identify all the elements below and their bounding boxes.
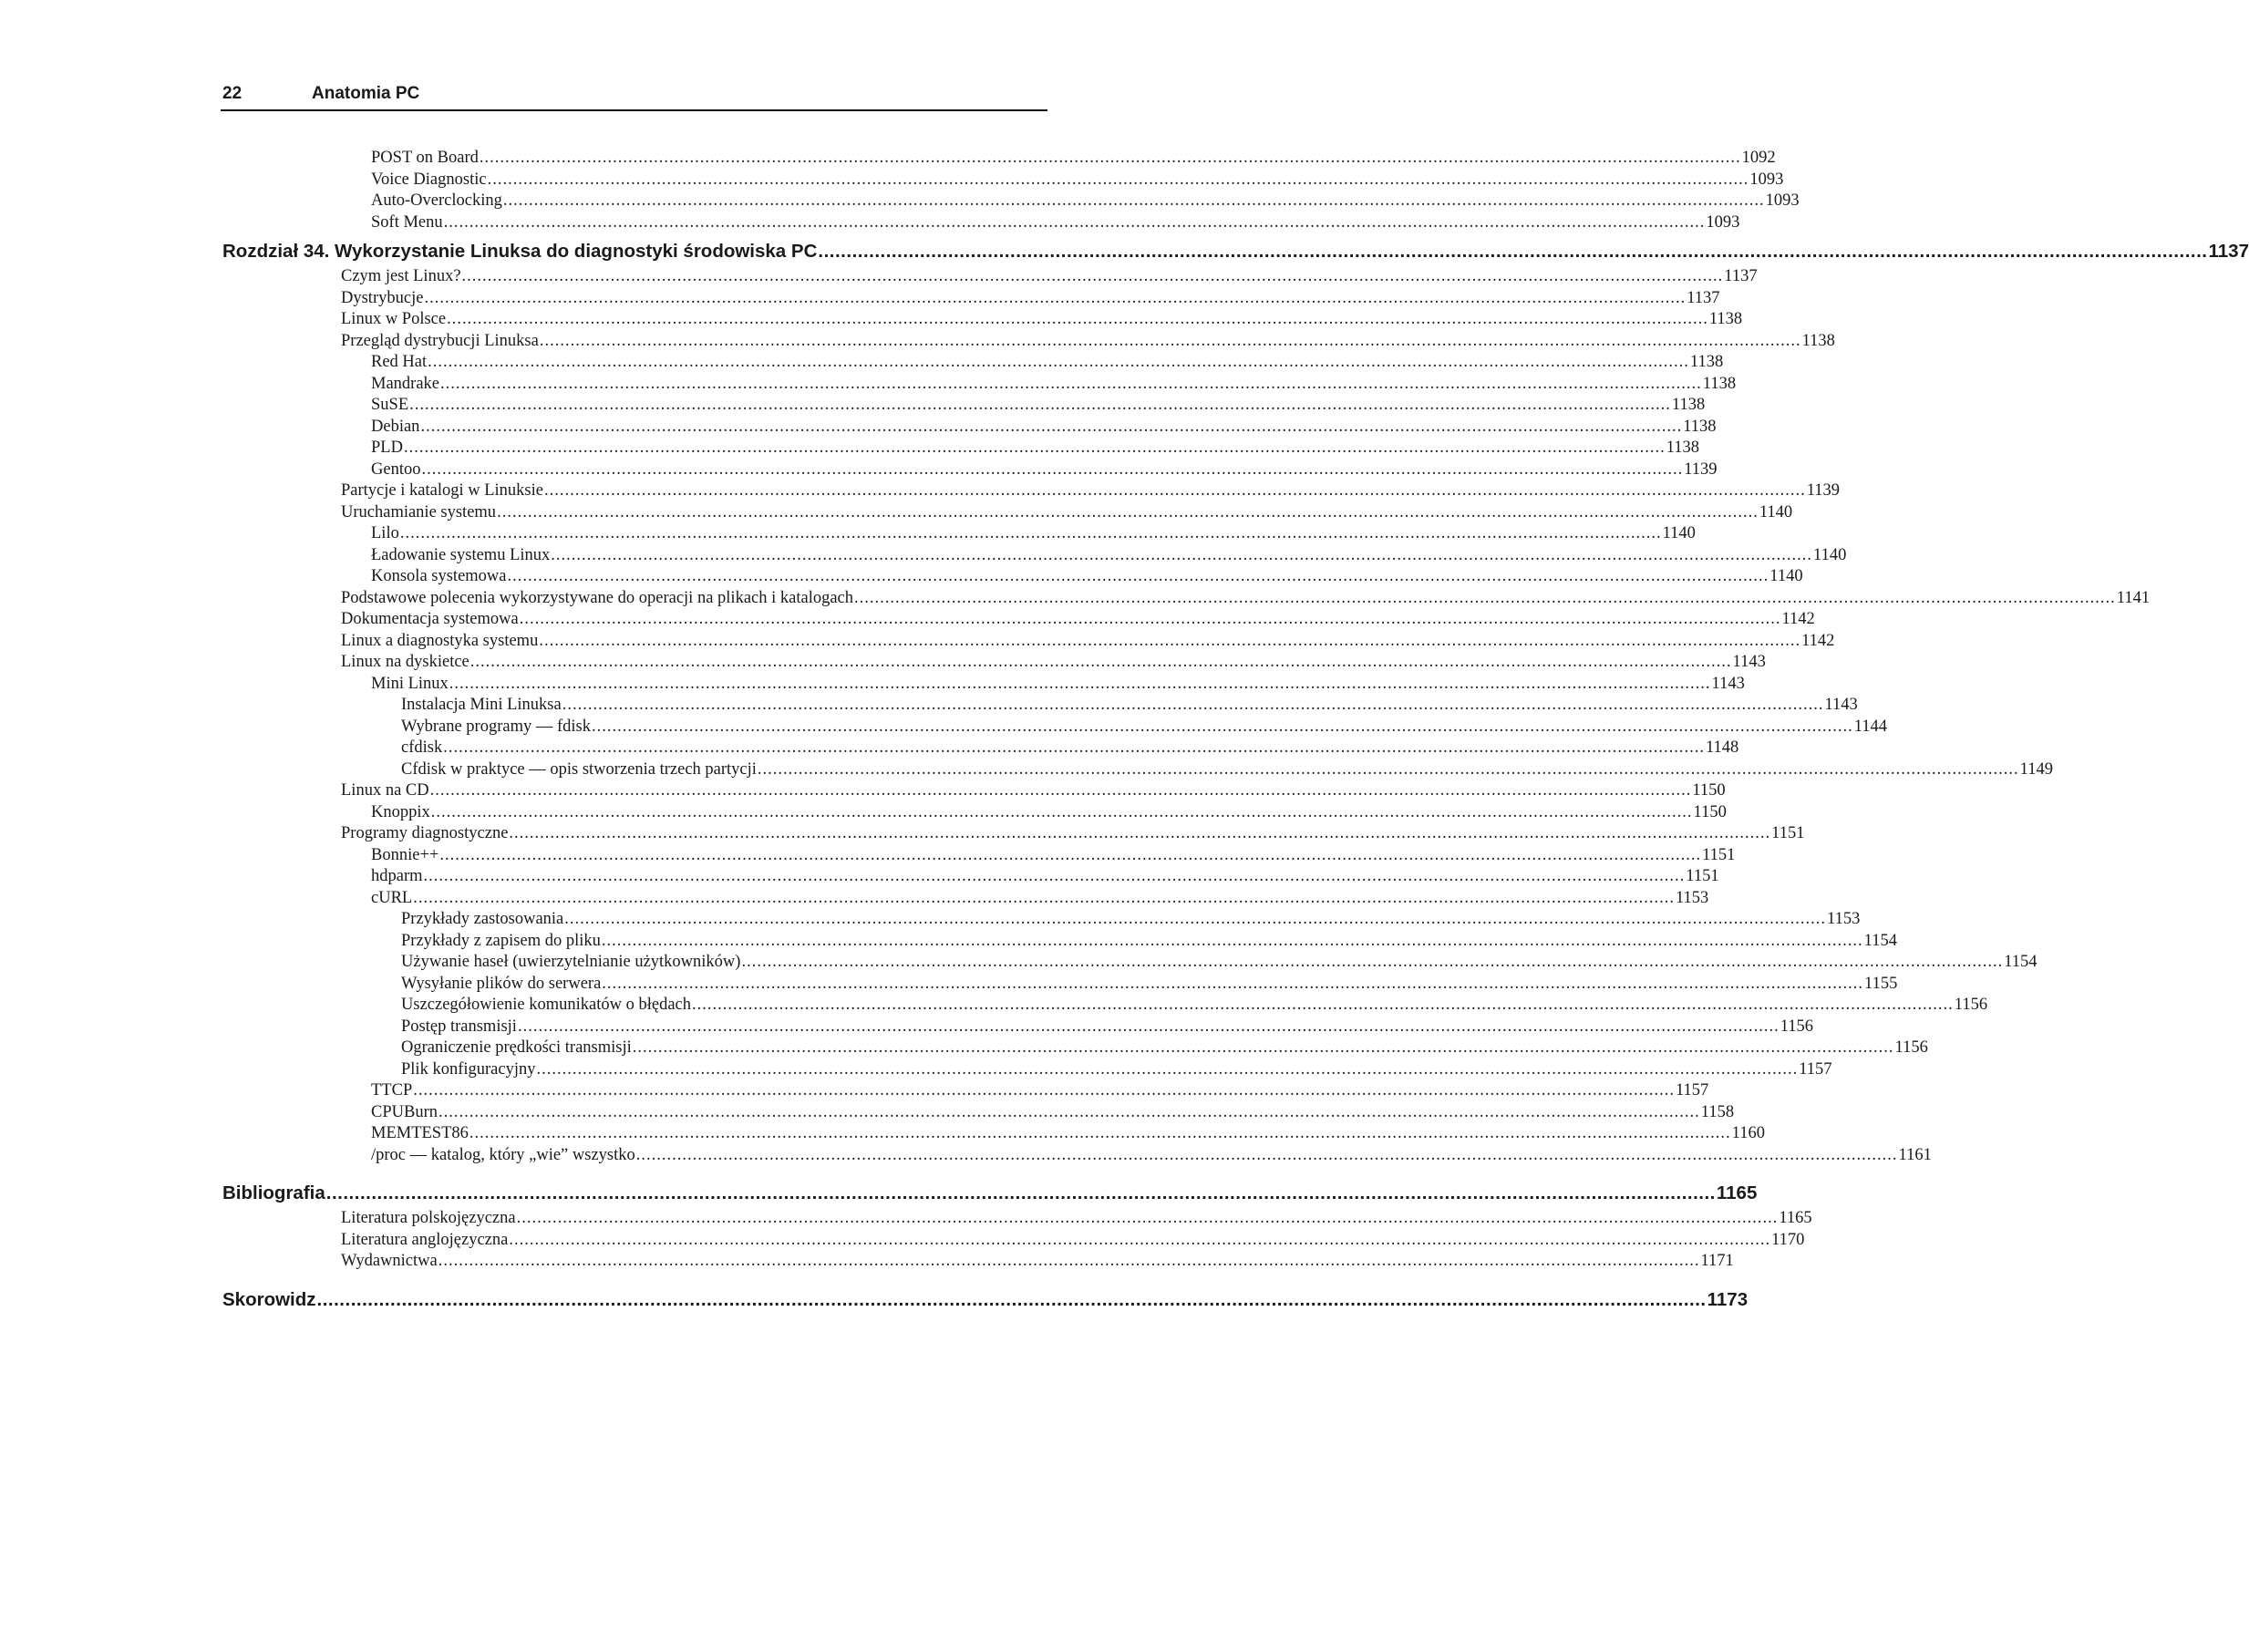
toc-leader-dots: ...................................................................................................................................................................................................................................................... — [509, 824, 1771, 842]
toc-leader-dots: ...................................................................................................................................................................................................................................................... — [591, 717, 1853, 736]
toc-entry-label: Przykłady z zapisem do pliku — [401, 931, 601, 950]
toc-entry[interactable] — [222, 674, 1745, 696]
toc-entry[interactable] — [222, 438, 1700, 459]
toc-leader-dots: ...................................................................................................................................................................................................................................................... — [430, 802, 1693, 821]
table-of-contents — [222, 148, 2249, 1315]
toc-entry[interactable] — [222, 309, 1743, 331]
toc-entry[interactable] — [222, 888, 1709, 910]
toc-entry-page: 1149 — [2019, 759, 2053, 779]
toc-entry-page: 1150 — [1693, 802, 1727, 821]
toc-leader-dots: ...................................................................................................................................................................................................................................................... — [421, 459, 1684, 479]
toc-entry-label: CPUBurn — [371, 1102, 438, 1121]
toc-entry[interactable] — [222, 1017, 1814, 1038]
toc-entry[interactable] — [222, 417, 1717, 439]
toc-leader-dots: ...................................................................................................................................................................................................................................................... — [447, 310, 1708, 328]
toc-leader-dots: ...................................................................................................................................................................................................................................................... — [409, 396, 1671, 414]
toc-entry-page: 1138 — [1689, 353, 1724, 371]
toc-entry-page: 1143 — [1732, 653, 1766, 671]
toc-entry[interactable] — [222, 802, 1727, 824]
toc-leader-dots: ...................................................................................................................................................................................................................................................... — [443, 212, 1706, 232]
toc-entry-label: Podstawowe polecenia wykorzystywane do operacji na plikach i katalogach — [341, 588, 854, 607]
toc-entry-label: Uszczegółowienie komunikatów o błędach — [401, 996, 691, 1014]
toc-entry-page: 1170 — [1771, 1230, 1805, 1249]
toc-entry-page: 1156 — [1780, 1017, 1814, 1036]
toc-entry[interactable] — [222, 566, 1803, 588]
toc-entry-label: Bonnie++ — [371, 845, 439, 864]
toc-entry-page: 1156 — [1954, 996, 1988, 1014]
toc-leader-dots: ...................................................................................................................................................................................................................................................... — [469, 653, 1732, 671]
toc-entry-label: Ładowanie systemu Linux — [371, 545, 551, 564]
toc-leader-dots: ...................................................................................................................................................................................................................................................... — [632, 1038, 1894, 1057]
toc-entry-page: 1160 — [1731, 1124, 1765, 1142]
toc-entry[interactable] — [222, 459, 1718, 481]
toc-entry-page: 1140 — [1813, 545, 1847, 564]
toc-leader-dots: ...................................................................................................................................................................................................................................................... — [449, 674, 1711, 693]
toc-entry-label: Red Hat — [371, 353, 428, 371]
toc-entry-page: 1143 — [1824, 696, 1858, 714]
toc-entry[interactable] — [222, 974, 1898, 996]
toc-entry-page: 1153 — [1675, 888, 1709, 907]
toc-entry-label: Ograniczenie prędkości transmisji — [401, 1038, 632, 1057]
toc-entry-page: 1093 — [1749, 170, 1784, 189]
toc-entry-label: Dokumentacja systemowa — [341, 610, 519, 628]
toc-entry[interactable] — [222, 1251, 1734, 1273]
toc-entry-label: Programy diagnostyczne — [341, 824, 509, 842]
toc-leader-dots: ...................................................................................................................................................................................................................................................... — [479, 149, 1741, 167]
toc-entry[interactable] — [222, 995, 1988, 1017]
toc-entry-page: 1093 — [1765, 191, 1800, 210]
toc-leader-dots: ...................................................................................................................................................................................................................................................... — [403, 439, 1666, 457]
toc-leader-dots: ...................................................................................................................................................................................................................................................... — [757, 759, 2019, 779]
toc-leader-dots: ...................................................................................................................................................................................................................................................... — [502, 191, 1765, 210]
toc-entry-label: Linux w Polsce — [341, 310, 447, 328]
toc-skorowidz[interactable] — [222, 1285, 1749, 1315]
toc-entry[interactable] — [222, 931, 1897, 953]
toc-leader-dots: ...................................................................................................................................................................................................................................................... — [429, 781, 1692, 800]
toc-chapter-label: Skorowidz — [222, 1288, 316, 1310]
toc-chapter-34[interactable] — [222, 237, 2249, 266]
toc-entry[interactable] — [222, 352, 1724, 374]
toc-group-chapter-34 — [222, 266, 2151, 1166]
toc-entry[interactable] — [222, 374, 1737, 396]
toc-leader-dots: ...................................................................................................................................................................................................................................................... — [487, 170, 1749, 189]
toc-entry-page: 1143 — [1711, 674, 1745, 693]
toc-leader-dots: ...................................................................................................................................................................................................................................................... — [564, 910, 1827, 928]
toc-entry-page: 1142 — [1801, 631, 1835, 650]
book-title: Anatomia PC — [312, 84, 420, 103]
toc-entry-page: 1092 — [1741, 149, 1776, 167]
toc-entry-page: 1138 — [1683, 417, 1717, 436]
toc-entry-label: Linux na dyskietce — [341, 653, 469, 671]
toc-entry-page: 1154 — [1863, 931, 1897, 950]
toc-entry-page: 1157 — [1675, 1081, 1709, 1100]
toc-leader-dots: ...................................................................................................................................................................................................................................................... — [692, 996, 1954, 1014]
toc-leader-dots: ...................................................................................................................................................................................................................................................... — [519, 610, 1781, 628]
toc-entry-page: 1140 — [1769, 567, 1803, 585]
toc-leader-dots: ...................................................................................................................................................................................................................................................... — [818, 241, 2208, 262]
toc-entry-page: 1154 — [2004, 953, 2038, 971]
toc-entry-label: Linux a diagnostyka systemu — [341, 631, 539, 650]
toc-entry-page: 1138 — [1666, 439, 1700, 457]
toc-entry[interactable] — [222, 480, 1841, 502]
toc-entry-label: Knoppix — [371, 802, 430, 821]
toc-entry-label: hdparm — [371, 867, 423, 885]
toc-entry-page: 1140 — [1759, 502, 1793, 521]
toc-entry[interactable] — [222, 1102, 1735, 1124]
toc-entry-label: Voice Diagnostic — [371, 170, 487, 189]
toc-entry[interactable] — [222, 588, 2151, 610]
toc-entry-label: TTCP — [371, 1081, 413, 1100]
toc-entry-label: Przegląd dystrybucji Linuksa — [341, 331, 539, 350]
toc-entry[interactable] — [222, 1230, 1805, 1252]
toc-entry-label: Czym jest Linux? — [341, 267, 461, 285]
toc-leader-dots: ...................................................................................................................................................................................................................................................... — [539, 631, 1801, 650]
toc-entry[interactable] — [222, 845, 1736, 867]
toc-leader-dots: ...................................................................................................................................................................................................................................................... — [443, 738, 1705, 757]
toc-entry-label: Auto-Overclocking — [371, 191, 502, 210]
toc-leader-dots: ...................................................................................................................................................................................................................................................... — [602, 974, 1864, 993]
toc-entry[interactable] — [222, 952, 2038, 974]
toc-entry[interactable] — [222, 695, 1858, 717]
toc-leader-dots: ...................................................................................................................................................................................................................................................... — [423, 867, 1686, 885]
toc-entry-label: Literatura polskojęzyczna — [341, 1209, 516, 1227]
toc-entry[interactable] — [222, 395, 1706, 417]
toc-entry-page: 1138 — [1702, 374, 1737, 393]
toc-leader-dots: ...................................................................................................................................................................................................................................................... — [420, 417, 1683, 436]
running-header — [221, 82, 1047, 111]
toc-entry-page: 1138 — [1801, 331, 1835, 350]
toc-entry[interactable] — [222, 212, 1740, 234]
toc-leader-dots: ...................................................................................................................................................................................................................................................... — [509, 1230, 1771, 1249]
toc-leader-dots: ...................................................................................................................................................................................................................................................... — [507, 567, 1769, 585]
toc-entry[interactable] — [222, 780, 1726, 802]
toc-entry-page: 1150 — [1692, 781, 1726, 800]
toc-entry-page: 1139 — [1806, 481, 1841, 500]
toc-leader-dots: ...................................................................................................................................................................................................................................................... — [497, 502, 1759, 521]
toc-entry[interactable] — [222, 148, 1776, 170]
toc-entry-label: Lilo — [371, 524, 399, 542]
toc-entry-label: Soft Menu — [371, 212, 443, 232]
toc-leader-dots: ...................................................................................................................................................................................................................................................... — [438, 1252, 1700, 1270]
toc-entry[interactable] — [222, 523, 1696, 545]
toc-entry-label: MEMTEST86 — [371, 1124, 469, 1142]
toc-leader-dots: ...................................................................................................................................................................................................................................................... — [562, 696, 1824, 714]
toc-chapter-label: Bibliografia — [222, 1182, 325, 1203]
toc-entry[interactable] — [222, 909, 1861, 931]
toc-leader-dots: ...................................................................................................................................................................................................................................................... — [551, 545, 1813, 564]
toc-entry[interactable] — [222, 331, 1835, 353]
toc-entry[interactable] — [222, 652, 1766, 674]
toc-chapter-page: 1165 — [1716, 1182, 1758, 1203]
toc-bibliografia[interactable] — [222, 1179, 1758, 1208]
toc-entry-page: 1138 — [1708, 310, 1743, 328]
toc-entry-page: 1158 — [1700, 1102, 1735, 1121]
toc-leader-dots: ...................................................................................................................................................................................................................................................... — [438, 1102, 1700, 1121]
toc-entry-page: 1140 — [1662, 524, 1696, 542]
toc-entry[interactable] — [222, 1145, 1932, 1167]
toc-chapter-page: 1173 — [1707, 1288, 1749, 1310]
toc-group-chapter-33-tail — [222, 148, 1800, 233]
toc-leader-dots: ...................................................................................................................................................................................................................................................... — [543, 481, 1806, 500]
toc-entry-label: Wysyłanie plików do serwera — [401, 974, 602, 993]
toc-entry-label: POST on Board — [371, 149, 479, 167]
toc-entry-label: Uruchamianie systemu — [341, 502, 497, 521]
toc-leader-dots: ...................................................................................................................................................................................................................................................... — [399, 524, 1662, 542]
toc-entry-page: 1157 — [1799, 1059, 1832, 1079]
toc-entry-page: 1137 — [1687, 288, 1720, 307]
toc-leader-dots: ...................................................................................................................................................................................................................................................... — [601, 931, 1863, 950]
toc-entry-page: 1148 — [1705, 738, 1739, 757]
toc-leader-dots: ...................................................................................................................................................................................................................................................... — [316, 1288, 1707, 1310]
toc-entry[interactable] — [222, 717, 1888, 738]
toc-entry-label: PLD — [371, 439, 403, 457]
toc-entry-label: Dystrybucje — [341, 288, 424, 307]
toc-entry[interactable] — [222, 288, 1720, 310]
toc-entry-label: Cfdisk w praktyce — opis stworzenia trzech partycji — [401, 759, 757, 779]
toc-leader-dots: ...................................................................................................................................................................................................................................................... — [517, 1017, 1780, 1036]
toc-entry[interactable] — [222, 502, 1793, 524]
toc-leader-dots: ...................................................................................................................................................................................................................................................... — [428, 353, 1689, 371]
toc-entry-page: 1141 — [2116, 588, 2151, 607]
toc-entry[interactable] — [222, 545, 1847, 567]
toc-entry[interactable] — [222, 170, 1784, 191]
toc-entry-label: Linux na CD — [341, 781, 429, 800]
toc-chapter-label: Rozdział 34. Wykorzystanie Linuksa do diagnostyki środowiska PC — [222, 241, 818, 262]
toc-entry-label: Postęp transmisji — [401, 1017, 517, 1036]
toc-entry[interactable] — [222, 266, 1758, 288]
toc-chapter-page: 1137 — [2208, 241, 2249, 262]
toc-entry-page: 1137 — [1724, 267, 1758, 285]
toc-leader-dots: ...................................................................................................................................................................................................................................................... — [440, 374, 1702, 393]
toc-entry-page: 1156 — [1894, 1038, 1928, 1057]
toc-entry-page: 1153 — [1827, 910, 1861, 928]
toc-entry-page: 1165 — [1779, 1209, 1812, 1227]
toc-entry-page: 1171 — [1700, 1252, 1734, 1270]
toc-leader-dots: ...................................................................................................................................................................................................................................................... — [413, 1081, 1675, 1100]
toc-entry-page: 1138 — [1671, 396, 1706, 414]
toc-entry-label: Wydawnictwa — [341, 1252, 438, 1270]
toc-entry[interactable] — [222, 1038, 1928, 1059]
toc-entry-page: 1155 — [1864, 974, 1898, 993]
toc-entry[interactable] — [222, 1208, 1812, 1230]
toc-entry-label: Plik konfiguracyjny — [401, 1059, 536, 1079]
toc-leader-dots: ...................................................................................................................................................................................................................................................... — [635, 1145, 1898, 1164]
page-number: 22 — [222, 84, 242, 103]
toc-entry[interactable] — [222, 1080, 1709, 1102]
toc-entry-page: 1139 — [1684, 459, 1718, 479]
toc-entry-page: 1093 — [1706, 212, 1740, 232]
toc-leader-dots: ...................................................................................................................................................................................................................................................... — [536, 1059, 1799, 1079]
toc-leader-dots: ...................................................................................................................................................................................................................................................... — [539, 331, 1801, 350]
toc-entry[interactable] — [222, 759, 2053, 781]
toc-entry-page: 1142 — [1781, 610, 1815, 628]
toc-entry-label: Konsola systemowa — [371, 567, 507, 585]
toc-entry-label: Instalacja Mini Linuksa — [401, 696, 562, 714]
toc-entry[interactable] — [222, 191, 1800, 212]
toc-entry-label: Debian — [371, 417, 420, 436]
toc-entry-label: cfdisk — [401, 738, 443, 757]
toc-entry-label: Mandrake — [371, 374, 439, 393]
toc-leader-dots: ...................................................................................................................................................................................................................................................... — [461, 267, 1724, 285]
toc-entry-page: 1151 — [1771, 824, 1805, 842]
toc-leader-dots: ...................................................................................................................................................................................................................................................... — [325, 1182, 1716, 1203]
toc-entry-label: cURL — [371, 888, 413, 907]
toc-entry-page: 1151 — [1686, 867, 1719, 885]
toc-entry-page: 1151 — [1702, 845, 1736, 864]
toc-entry[interactable] — [222, 823, 1805, 845]
toc-entry[interactable] — [222, 609, 1815, 631]
toc-leader-dots: ...................................................................................................................................................................................................................................................... — [741, 953, 2004, 971]
toc-leader-dots: ...................................................................................................................................................................................................................................................... — [413, 888, 1675, 907]
toc-entry-label: Mini Linux — [371, 674, 449, 693]
toc-entry-label: Gentoo — [371, 459, 421, 479]
toc-entry-label: Literatura anglojęzyczna — [341, 1230, 509, 1249]
toc-entry-label: /proc — katalog, który „wie” wszystko — [371, 1145, 635, 1164]
toc-entry-label: Wybrane programy — fdisk — [401, 717, 591, 736]
toc-entry-label: SuSE — [371, 396, 409, 414]
toc-entry-label: Używanie haseł (uwierzytelnianie użytkowników) — [401, 953, 741, 971]
toc-entry[interactable] — [222, 738, 1739, 759]
toc-leader-dots: ...................................................................................................................................................................................................................................................... — [469, 1124, 1731, 1142]
toc-leader-dots: ...................................................................................................................................................................................................................................................... — [424, 288, 1687, 307]
toc-entry-label: Przykłady zastosowania — [401, 910, 564, 928]
toc-entry-page: 1144 — [1853, 717, 1888, 736]
toc-leader-dots: ...................................................................................................................................................................................................................................................... — [516, 1209, 1779, 1227]
toc-group-bibliografia — [222, 1208, 1812, 1273]
toc-entry[interactable] — [222, 866, 1719, 888]
toc-entry[interactable] — [222, 631, 1835, 653]
toc-entry-label: Partycje i katalogi w Linuksie — [341, 481, 543, 500]
toc-leader-dots: ...................................................................................................................................................................................................................................................... — [439, 845, 1702, 864]
toc-entry[interactable] — [222, 1059, 1832, 1081]
toc-entry-page: 1161 — [1898, 1145, 1932, 1164]
toc-entry[interactable] — [222, 1123, 1765, 1145]
toc-leader-dots: ...................................................................................................................................................................................................................................................... — [854, 588, 2116, 607]
